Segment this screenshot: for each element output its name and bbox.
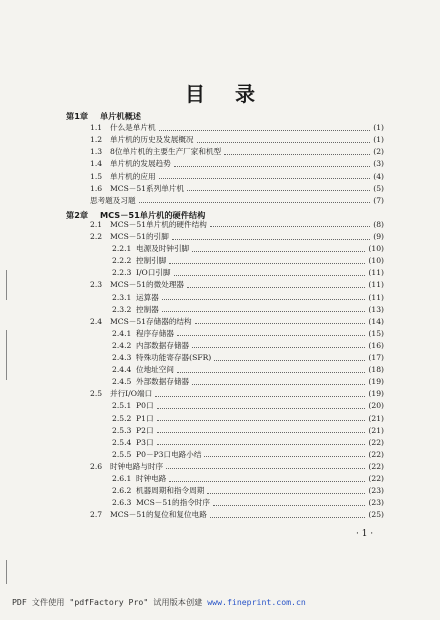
toc-number: 2.6.1 [112,474,132,483]
scan-margin-mark [6,270,7,300]
toc-entry[interactable] [90,134,384,146]
toc-leader-dots [172,239,370,240]
toc-entry[interactable] [112,292,384,304]
toc-entry[interactable] [112,352,384,364]
toc-title: 电源及时钟引脚 [136,244,190,254]
toc-number: 2.5 [90,389,103,399]
footer-text: PDF 文件使用 "pdfFactory Pro" 试用版本创建 [12,597,208,607]
toc-entry[interactable] [112,400,384,412]
toc-title: P0－P3口电路小结 [136,449,202,459]
toc-page-number: (1) [373,123,384,133]
toc-number: 1.1 [90,123,103,133]
toc-title: 程序存储器 [136,328,174,338]
toc-page-number: (11) [368,280,384,290]
toc-page-number: (9) [373,232,384,241]
toc-leader-dots [157,420,366,421]
toc-page-number: (11) [368,268,384,278]
toc-number: 2.4.2 [112,340,132,350]
toc-entry[interactable] [112,243,384,255]
pdf-footer [12,597,306,608]
toc-number: 2.3 [90,280,103,290]
toc-title: P1口 [136,413,154,423]
toc-leader-dots [210,226,370,227]
toc-leader-dots [187,287,365,288]
toc-entry[interactable] [90,219,384,231]
toc-leader-dots [157,432,366,433]
toc-leader-dots [187,190,370,191]
toc-page-number: (23) [368,486,384,496]
toc-page-number: (19) [368,377,384,387]
toc-title: 内部数据存储器 [136,340,190,350]
toc-entry[interactable] [112,255,384,267]
toc-number: 2.4 [90,316,103,326]
toc-leader-dots [207,493,365,494]
toc-entry[interactable] [112,437,384,449]
toc-leader-dots [177,335,365,336]
toc-title: 思考题及习题 [90,195,136,205]
toc-entry[interactable] [112,473,384,485]
toc-title: P3口 [136,437,154,447]
toc-title: I/O口引脚 [136,268,171,278]
toc-leader-dots [177,372,365,373]
toc-entry[interactable] [112,340,384,352]
toc-entry[interactable] [112,304,384,316]
toc-entry[interactable] [112,485,384,497]
toc-title: 单片机的应用 [110,171,156,181]
toc-page-number: (22) [368,474,384,483]
toc-entry[interactable] [90,509,384,521]
toc-title: 位地址空间 [136,365,174,375]
toc-page-number: (4) [373,171,384,181]
toc-entry[interactable] [90,183,384,195]
toc-leader-dots [210,517,366,518]
toc-title: 单片机概述 [100,111,141,121]
toc-page-number: (22) [368,437,384,447]
toc-title: MCS－51单片机的硬件结构 [110,219,207,229]
toc-title: MCS－51的微处理器 [110,280,185,290]
toc-title: 特殊功能寄存器(SFR) [136,353,212,362]
toc-leader-dots [162,311,366,312]
toc-leader-dots [174,166,370,167]
toc-title: MCS－51的复位和复位电路 [110,510,207,520]
toc-entry[interactable] [112,267,384,279]
toc-title: 控制器 [136,304,159,314]
toc-leader-dots [159,178,371,179]
toc-leader-dots [204,456,365,457]
toc-number: 2.4.5 [112,377,132,387]
toc-number: 2.1 [90,219,103,229]
scan-margin-mark [6,330,7,380]
toc-entry[interactable] [90,231,384,243]
toc-page-number: (19) [368,389,384,399]
toc-page-number: (18) [368,365,384,375]
scan-margin-mark [6,560,7,584]
toc-number: 2.2.1 [112,244,132,254]
toc-leader-dots [197,142,371,143]
toc-title: 机器周期和指令周期 [136,486,205,496]
toc-chapter[interactable] [66,110,384,122]
toc-title: 外部数据存储器 [136,377,190,387]
toc-number: 2.6.3 [112,498,132,508]
toc-page-number: (16) [368,340,384,350]
toc-page-number: (1) [373,135,384,145]
toc-leader-dots [139,202,371,203]
toc-page-number: (15) [368,328,384,338]
toc-page-number: (20) [368,401,384,411]
page-number: · 1 · [356,529,374,539]
toc-leader-dots [157,444,366,445]
toc-page-number: (10) [368,244,384,254]
page-title: 目录 [185,82,285,106]
toc-title: MCS－51存储器的结构 [110,316,192,326]
toc-page-number: (5) [373,183,384,193]
toc-leader-dots [195,323,366,324]
toc-number: 2.2.2 [112,256,132,266]
toc-number: 2.7 [90,510,103,520]
toc-page-number: (22) [368,449,384,459]
toc-leader-dots [192,347,365,348]
toc-entry[interactable] [90,158,384,170]
toc-entry[interactable] [90,146,384,158]
toc-entry[interactable] [90,279,384,291]
toc-number: 2.3.1 [112,292,132,302]
toc-number: 2.4.3 [112,353,132,362]
toc-leader-dots [162,299,366,300]
toc-page-number: (14) [368,316,384,326]
toc-page-number: (25) [368,510,384,520]
toc-title: P2口 [136,425,154,435]
toc-page-number: (3) [373,159,384,169]
toc-page-number: (2) [373,147,384,157]
toc-number: 2.5.2 [112,413,132,423]
toc-entry[interactable] [112,364,384,376]
toc-page-number: (7) [373,195,384,205]
toc-entry[interactable] [90,195,384,207]
toc-title: MCS－51单片机的硬件结构 [100,209,206,220]
toc-title: 时钟电路与时序 [110,461,164,471]
toc-entry[interactable] [90,461,384,473]
toc-leader-dots [192,251,365,252]
toc-number: 2.4.4 [112,365,132,375]
footer-link[interactable]: www.fineprint.com.cn [207,597,306,607]
toc-leader-dots [214,360,365,361]
toc-entry[interactable] [112,413,384,425]
toc-title: 什么是单片机 [110,123,156,133]
toc-entry[interactable] [112,497,384,509]
toc-page-number: (21) [368,425,384,435]
toc-leader-dots [224,154,370,155]
toc-title: 运算器 [136,292,159,302]
toc-page-number: (23) [368,498,384,508]
toc-title: 控制引脚 [136,256,167,266]
toc-number: 2.5.4 [112,437,132,447]
toc-entry[interactable] [90,171,384,183]
toc-title: 8位单片机的主要生产厂家和机型 [110,147,222,157]
toc-page-number: (11) [368,292,384,302]
toc-title: 单片机的历史及发展概况 [110,135,194,145]
toc-leader-dots [157,408,366,409]
toc-page-number: (10) [368,256,384,266]
toc-page-number: (22) [368,461,384,471]
toc-leader-dots [159,130,371,131]
toc-number: 2.2.3 [112,268,132,278]
toc-page-number: (17) [368,353,384,362]
toc-title: 单片机的发展趋势 [110,159,171,169]
toc-title: 并行I/O端口 [110,389,153,399]
toc-number: 第2章 [66,209,89,220]
toc-number: 2.5.5 [112,449,132,459]
toc-leader-dots [192,384,365,385]
toc-title: P0口 [136,401,154,411]
toc-number: 1.4 [90,159,103,169]
toc-number: 2.6.2 [112,486,132,496]
toc-entry[interactable] [90,122,384,134]
toc-leader-dots [169,481,365,482]
toc-entry[interactable] [112,425,384,437]
toc-entry[interactable] [112,328,384,340]
toc-leader-dots [213,505,365,506]
toc-page-number: (13) [368,304,384,314]
toc-title: 时钟电路 [136,474,167,483]
toc-title: MCS－51的引脚 [110,232,169,241]
toc-number: 1.2 [90,135,103,145]
toc-number: 1.6 [90,183,103,193]
toc-entry[interactable] [112,376,384,388]
toc-number: 2.2 [90,232,103,241]
toc-number: 2.5.3 [112,425,132,435]
toc-leader-dots [169,263,365,264]
toc-number: 1.5 [90,171,103,181]
toc-page-number: (8) [373,219,384,229]
toc-entry[interactable] [90,316,384,328]
toc-leader-dots [174,275,366,276]
toc-title: MCS－51系列单片机 [110,183,185,193]
toc-number: 2.6 [90,461,103,471]
toc-entry[interactable] [90,388,384,400]
toc-number: 第1章 [66,111,89,121]
toc-entry[interactable] [112,449,384,461]
toc-title: MCS－51的指令时序 [136,498,211,508]
toc-number: 1.3 [90,147,103,157]
toc-number: 2.4.1 [112,328,132,338]
toc-number: 2.3.2 [112,304,132,314]
toc-leader-dots [166,468,365,469]
toc-leader-dots [155,396,365,397]
toc-page-number: (21) [368,413,384,423]
toc-number: 2.5.1 [112,401,132,411]
